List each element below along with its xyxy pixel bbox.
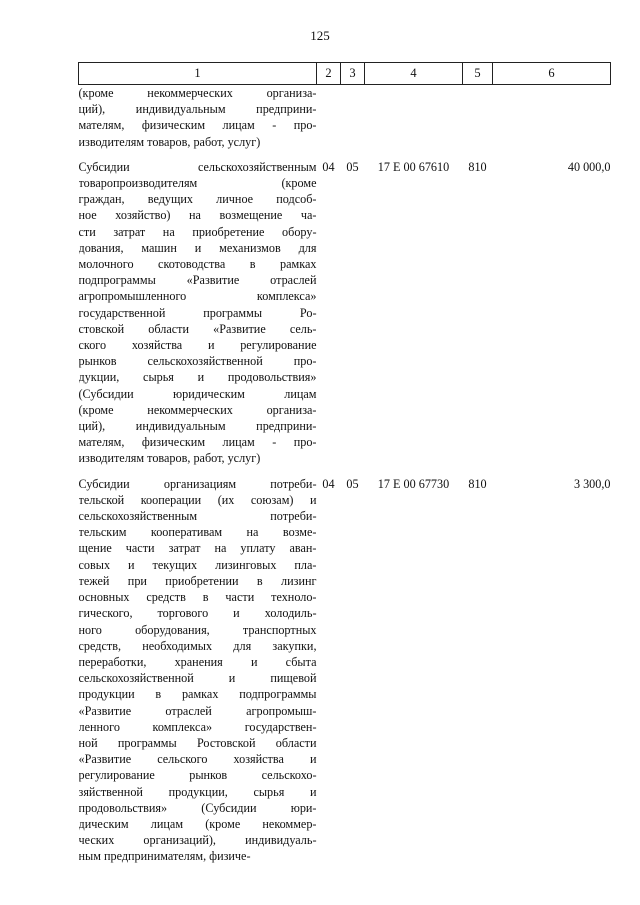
description-line: сти затрат на приобретение обору-: [78, 224, 317, 239]
description-line: продукции в рамках подпрограммы: [78, 687, 317, 702]
table-header-row: [79, 63, 611, 85]
table-row: [79, 85, 611, 159]
row-description: [79, 476, 317, 865]
description-line: товаропроизводителям (кроме: [78, 176, 317, 191]
target-article-code: [365, 85, 463, 159]
description-line: сельскохозяйственной и пищевой: [78, 671, 317, 686]
subsection-code: 05: [346, 476, 359, 491]
description-line: ной программы Ростовской области: [78, 735, 317, 750]
header-col-3: 3: [341, 63, 365, 85]
budget-table: [78, 62, 611, 865]
amount: 3 300,0: [573, 476, 611, 491]
table-row: [79, 476, 611, 865]
description-line: переработки, хранения и сбыта: [78, 654, 317, 669]
description-line: дукции, сырья и продовольствия»: [78, 370, 317, 385]
page-number: 125: [310, 28, 330, 43]
description-line: тельской кооперации (их союзам) и: [78, 492, 317, 507]
description-line: щение части затрат на уплату аван-: [78, 541, 317, 556]
header-col-1: 1: [79, 63, 317, 85]
description-line: продовольствия» (Субсидии юри-: [78, 800, 317, 815]
description-line: изводителям товаров, работ, услуг): [78, 451, 261, 466]
header-col-4: 4: [365, 63, 463, 85]
expense-type-code: 810: [468, 159, 487, 174]
description-line: (кроме некоммерческих организа-: [78, 86, 317, 100]
description-line: совых и текущих лизинговых пла-: [78, 557, 317, 572]
description-line: дическим лицам (кроме некоммер-: [78, 816, 317, 831]
header-col-6: 6: [493, 63, 611, 85]
row-description: [79, 159, 317, 476]
description-line: подпрограммы «Развитие отраслей: [78, 273, 317, 288]
description-line: рынков сельскохозяйственной про-: [78, 354, 317, 369]
description-line: тежей при приобретении в лизинг: [78, 573, 317, 588]
description-line: «Развитие сельского хозяйства и: [78, 752, 317, 767]
row-description: [79, 85, 317, 159]
description-line: средств, необходимых для закупки,: [78, 638, 317, 653]
description-line: (Субсидии юридическим лицам: [78, 386, 317, 401]
description-line: сельскохозяйственным потреби-: [78, 509, 317, 524]
description-line: изводителям товаров, работ, услуг): [78, 134, 261, 149]
subsection-code: 05: [346, 159, 359, 174]
section-code: 04: [322, 159, 335, 174]
description-line: стовской области «Развитие сель-: [78, 321, 317, 336]
description-line: ского хозяйства и регулирование: [78, 338, 317, 353]
description-line: граждан, ведущих личное подсоб-: [78, 192, 317, 207]
header-col-5: 5: [463, 63, 493, 85]
description-line: ное хозяйство) на возмещение ча-: [78, 208, 317, 223]
description-line: зяйственной продукции, сырья и: [78, 784, 317, 799]
amount: [493, 85, 611, 159]
description-line: ций), индивидуальным предприни-: [78, 419, 317, 434]
description-line: регулирование рынков сельскохо-: [78, 768, 317, 783]
section-code: 04: [322, 476, 335, 491]
description-line: мателям, физическим лицам - про-: [78, 118, 317, 133]
description-line: (кроме некоммерческих организа-: [78, 402, 317, 417]
description-line: дования, машин и механизмов для: [78, 240, 317, 255]
amount: 40 000,0: [567, 159, 611, 174]
header-col-2: 2: [317, 63, 341, 85]
description-line: гического, торгового и холодиль-: [78, 606, 317, 621]
description-line: агропромышленного комплекса»: [78, 289, 317, 304]
description-line: Субсидии сельскохозяйственным: [78, 159, 317, 174]
description-line: ций), индивидуальным предприни-: [78, 102, 317, 117]
description-line: ным предпринимателям, физиче-: [78, 849, 251, 864]
description-line: ленного комплекса» государствен-: [78, 719, 317, 734]
description-line: тельским кооперативам на возме-: [78, 525, 317, 540]
table-row: [79, 159, 611, 476]
description-line: основных средств в части техноло-: [78, 590, 317, 605]
description-line: молочного скотоводства в рамках: [78, 257, 317, 272]
section-code: [317, 85, 341, 159]
expense-type-code: [463, 85, 493, 159]
expense-type-code: 810: [468, 476, 487, 491]
description-line: ного оборудования, транспортных: [78, 622, 317, 637]
target-article-code: 17 Е 00 67610: [377, 159, 450, 174]
description-line: «Развитие отраслей агропромыш-: [78, 703, 317, 718]
target-article-code: 17 Е 00 67730: [377, 476, 450, 491]
description-line: мателям, физическим лицам - про-: [78, 435, 317, 450]
subsection-code: [341, 85, 365, 159]
description-line: государственной программы Ро-: [78, 305, 317, 320]
description-line: Субсидии организациям потреби-: [78, 476, 317, 491]
description-line: ческих организаций), индивидуаль-: [78, 833, 317, 848]
